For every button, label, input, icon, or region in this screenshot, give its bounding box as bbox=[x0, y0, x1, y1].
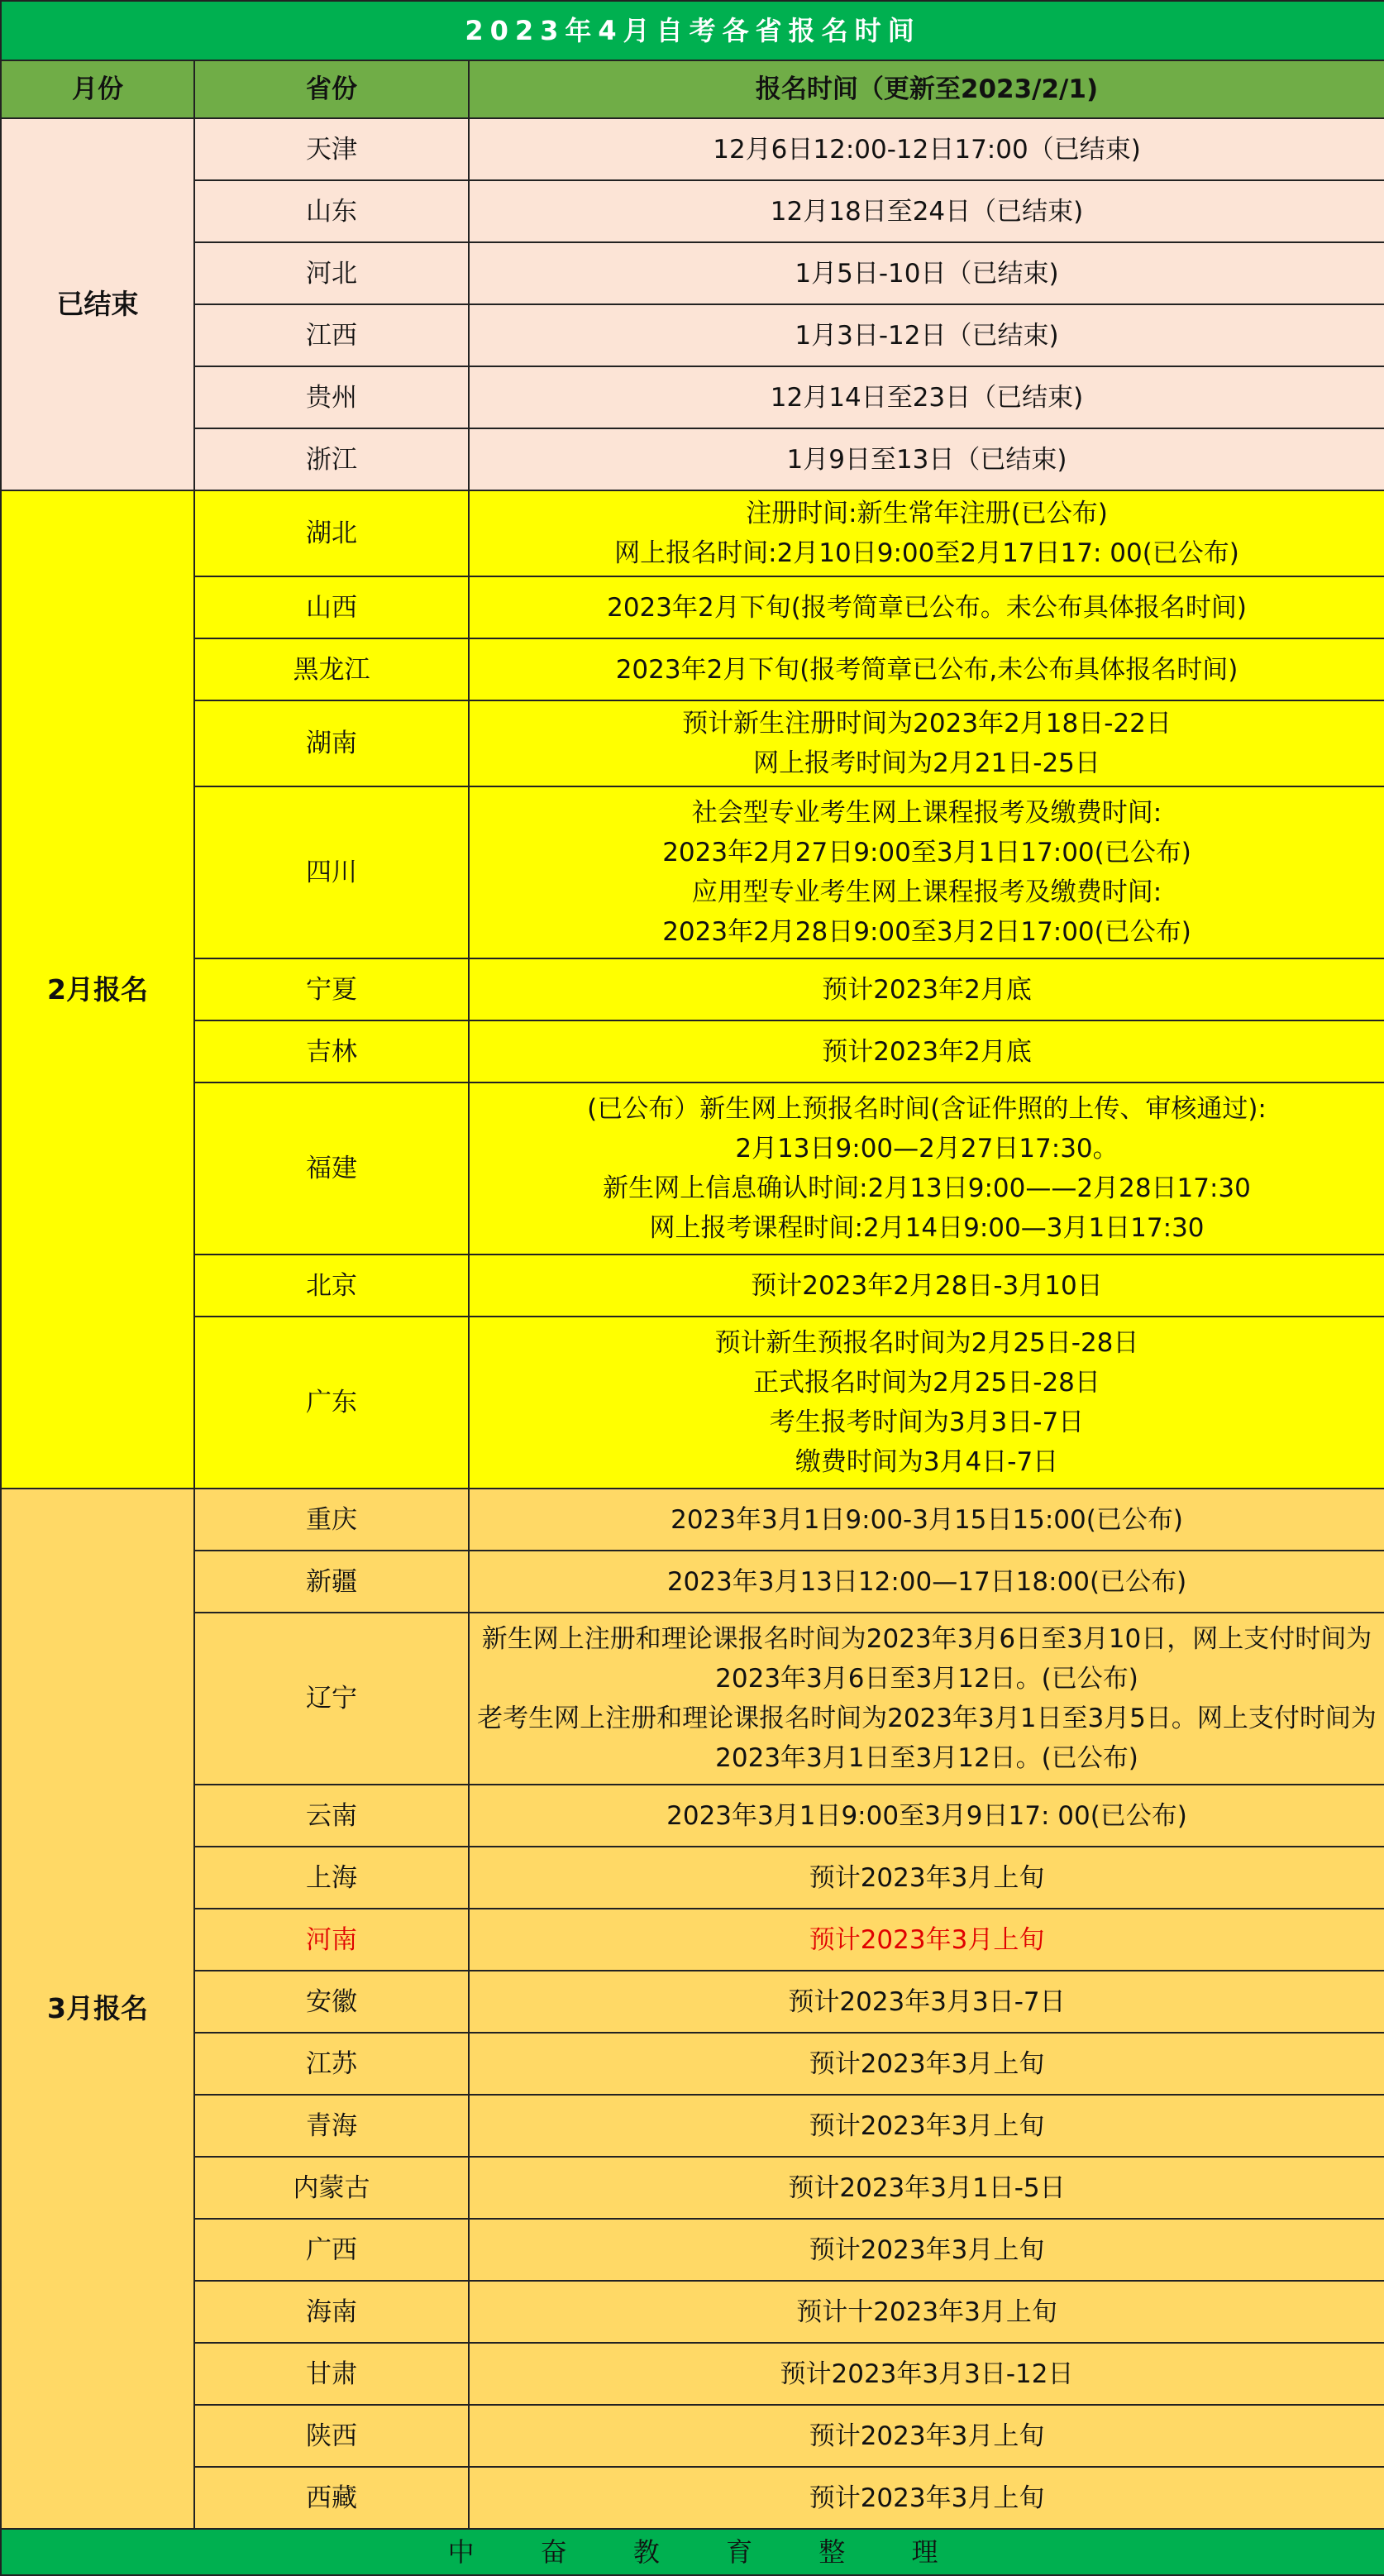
registration-time-cell: 2023年3月1日9:00至3月9日17: 00(已公布) bbox=[469, 1785, 1384, 1847]
table-row bbox=[1, 428, 1384, 490]
column-header-province: 省份 bbox=[194, 60, 469, 118]
table-row bbox=[1, 180, 1384, 242]
province-cell: 湖北 bbox=[194, 490, 469, 576]
footer-row bbox=[1, 2529, 1384, 2575]
registration-time-cell: 1月5日-10日（已结束) bbox=[469, 242, 1384, 304]
province-cell: 广西 bbox=[194, 2219, 469, 2281]
column-header-month: 月份 bbox=[1, 60, 194, 118]
province-cell: 重庆 bbox=[194, 1489, 469, 1551]
table-body bbox=[1, 1, 1384, 2575]
registration-time-cell: 12月6日12:00-12日17:00（已结束) bbox=[469, 118, 1384, 180]
registration-time-cell: 预计2023年2月28日-3月10日 bbox=[469, 1255, 1384, 1317]
table-row bbox=[1, 1020, 1384, 1082]
table-row bbox=[1, 2343, 1384, 2405]
province-cell: 黑龙江 bbox=[194, 638, 469, 700]
province-cell: 广东 bbox=[194, 1317, 469, 1489]
province-cell: 江西 bbox=[194, 304, 469, 366]
province-cell: 海南 bbox=[194, 2281, 469, 2343]
province-cell: 上海 bbox=[194, 1847, 469, 1909]
province-cell: 内蒙古 bbox=[194, 2157, 469, 2219]
registration-time-cell: 预计2023年3月上旬 bbox=[469, 2095, 1384, 2157]
registration-time-cell: 预计2023年3月上旬 bbox=[469, 1909, 1384, 1971]
registration-time-cell: 2023年3月1日9:00-3月15日15:00(已公布) bbox=[469, 1489, 1384, 1551]
table-row bbox=[1, 2219, 1384, 2281]
province-cell: 江苏 bbox=[194, 2033, 469, 2095]
registration-time-cell: 预计新生预报名时间为2月25日-28日 正式报名时间为2月25日-28日 考生报考时间为3月3日-7日 缴费时间为3月4日-7日 bbox=[469, 1317, 1384, 1489]
registration-time-cell: 2023年2月下旬(报考简章已公布。未公布具体报名时间) bbox=[469, 576, 1384, 638]
registration-time-cell: 12月18日至24日（已结束) bbox=[469, 180, 1384, 242]
table-row bbox=[1, 1613, 1384, 1785]
registration-time-cell: 预计2023年2月底 bbox=[469, 958, 1384, 1020]
table-row bbox=[1, 2405, 1384, 2467]
registration-time-cell: 预计2023年3月3日-12日 bbox=[469, 2343, 1384, 2405]
table-row bbox=[1, 786, 1384, 958]
footer-credit: 中 奋 教 育 整 理 bbox=[1, 2529, 1384, 2575]
registration-time-cell: 预计2023年3月上旬 bbox=[469, 1847, 1384, 1909]
table-row bbox=[1, 638, 1384, 700]
table-row bbox=[1, 1255, 1384, 1317]
province-cell: 福建 bbox=[194, 1082, 469, 1255]
province-cell: 青海 bbox=[194, 2095, 469, 2157]
province-cell: 北京 bbox=[194, 1255, 469, 1317]
table-row bbox=[1, 490, 1384, 576]
province-cell: 宁夏 bbox=[194, 958, 469, 1020]
registration-time-cell: 预计2023年3月3日-7日 bbox=[469, 1971, 1384, 2033]
province-cell: 浙江 bbox=[194, 428, 469, 490]
province-cell: 甘肃 bbox=[194, 2343, 469, 2405]
table-row bbox=[1, 242, 1384, 304]
table-row bbox=[1, 2467, 1384, 2529]
registration-time-cell: 新生网上注册和理论课报名时间为2023年3月6日至3月10日，网上支付时间为2023年3月6日至3月12日。(已公布) 老考生网上注册和理论课报名时间为2023年3月1日至3月5日。网上支付时间为2023年3月1日至3月12日。(已公布) bbox=[469, 1613, 1384, 1785]
registration-time-cell: 2023年2月下旬(报考简章已公布,未公布具体报名时间) bbox=[469, 638, 1384, 700]
table-row bbox=[1, 1971, 1384, 2033]
table-row bbox=[1, 1909, 1384, 1971]
province-cell: 西藏 bbox=[194, 2467, 469, 2529]
table-row bbox=[1, 1847, 1384, 1909]
table-row bbox=[1, 700, 1384, 786]
month-group-label: 已结束 bbox=[1, 118, 194, 490]
province-cell: 吉林 bbox=[194, 1020, 469, 1082]
registration-time-cell: 1月9日至13日（已结束) bbox=[469, 428, 1384, 490]
table-row bbox=[1, 1489, 1384, 1551]
registration-time-cell: 预计2023年2月底 bbox=[469, 1020, 1384, 1082]
table-row bbox=[1, 118, 1384, 180]
table-row bbox=[1, 958, 1384, 1020]
month-group-label: 2月报名 bbox=[1, 490, 194, 1489]
table-row bbox=[1, 366, 1384, 428]
table-row bbox=[1, 1785, 1384, 1847]
province-cell: 山西 bbox=[194, 576, 469, 638]
table-row bbox=[1, 304, 1384, 366]
registration-time-cell: 12月14日至23日（已结束) bbox=[469, 366, 1384, 428]
province-cell: 天津 bbox=[194, 118, 469, 180]
table-row bbox=[1, 2033, 1384, 2095]
registration-time-cell: 2023年3月13日12:00—17日18:00(已公布) bbox=[469, 1551, 1384, 1613]
title-row bbox=[1, 1, 1384, 60]
province-cell: 湖南 bbox=[194, 700, 469, 786]
province-cell: 四川 bbox=[194, 786, 469, 958]
registration-time-cell: 预计2023年3月上旬 bbox=[469, 2405, 1384, 2467]
province-cell: 河南 bbox=[194, 1909, 469, 1971]
registration-time-cell: 预计十2023年3月上旬 bbox=[469, 2281, 1384, 2343]
month-group-label: 3月报名 bbox=[1, 1489, 194, 2529]
province-cell: 贵州 bbox=[194, 366, 469, 428]
province-cell: 云南 bbox=[194, 1785, 469, 1847]
registration-time-cell: 预计2023年3月上旬 bbox=[469, 2219, 1384, 2281]
table-row bbox=[1, 2095, 1384, 2157]
province-cell: 辽宁 bbox=[194, 1613, 469, 1785]
registration-time-cell: 社会型专业考生网上课程报考及缴费时间: 2023年2月27日9:00至3月1日17:00(已公布) 应用型专业考生网上课程报考及缴费时间: 2023年2月28日9:00至3月2日17:00(已公布) bbox=[469, 786, 1384, 958]
table-row bbox=[1, 2281, 1384, 2343]
registration-time-cell: 预计2023年3月上旬 bbox=[469, 2467, 1384, 2529]
province-cell: 河北 bbox=[194, 242, 469, 304]
registration-time-cell: 预计2023年3月1日-5日 bbox=[469, 2157, 1384, 2219]
column-header-time: 报名时间（更新至2023/2/1) bbox=[469, 60, 1384, 118]
table-row bbox=[1, 1551, 1384, 1613]
registration-time-cell: 1月3日-12日（已结束) bbox=[469, 304, 1384, 366]
table-row bbox=[1, 2157, 1384, 2219]
registration-time-cell: 预计新生注册时间为2023年2月18日-22日 网上报考时间为2月21日-25日 bbox=[469, 700, 1384, 786]
registration-time-cell: 注册时间:新生常年注册(已公布) 网上报名时间:2月10日9:00至2月17日17: 00(已公布) bbox=[469, 490, 1384, 576]
province-cell: 陕西 bbox=[194, 2405, 469, 2467]
registration-time-cell: 预计2023年3月上旬 bbox=[469, 2033, 1384, 2095]
province-cell: 山东 bbox=[194, 180, 469, 242]
table-row bbox=[1, 1082, 1384, 1255]
header-row bbox=[1, 60, 1384, 118]
page-title: 2023年4月自考各省报名时间 bbox=[1, 1, 1384, 60]
table-row bbox=[1, 576, 1384, 638]
province-cell: 新疆 bbox=[194, 1551, 469, 1613]
registration-time-cell: (已公布）新生网上预报名时间(含证件照的上传、审核通过): 2月13日9:00—2月27日17:30。 新生网上信息确认时间:2月13日9:00——2月28日17:30 网上报考课程时间:2月14日9:00—3月1日17:30 bbox=[469, 1082, 1384, 1255]
province-cell: 安徽 bbox=[194, 1971, 469, 2033]
table-row bbox=[1, 1317, 1384, 1489]
